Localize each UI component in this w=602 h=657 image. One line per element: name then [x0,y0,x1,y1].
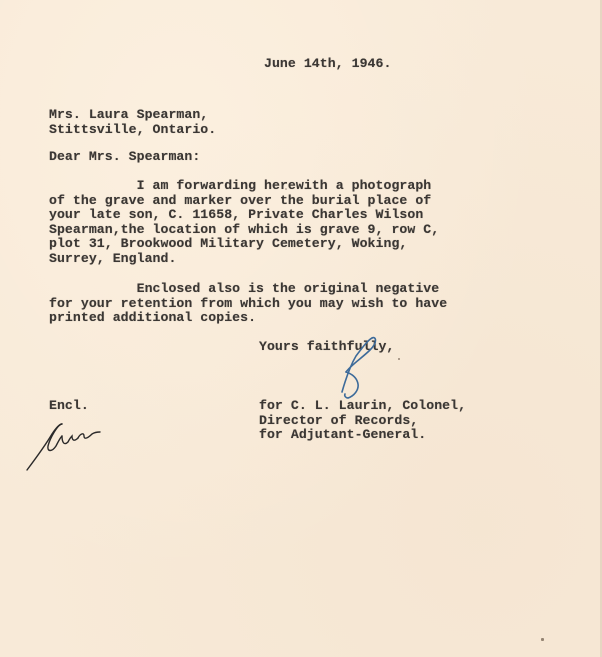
paragraph-line: Spearman,the location of which is grave 9, row C, [49,221,440,237]
signatory-title: Director of Records, [259,412,419,428]
paragraph-line: plot 31, Brookwood Military Cemetery, Woking, [49,236,408,252]
letter-date: June 14th, 1946. [264,56,392,71]
paragraph-line: Surrey, England. [49,250,177,266]
paragraph-line: your late son, C. 11658, Private Charles Wilson [49,207,424,223]
enclosure-note: Encl. [49,398,89,413]
signatory-line: for C. L. Laurin, Colonel, [259,398,467,413]
paragraph-line: I am forwarding herewith a photograph [49,178,432,193]
salutation: Dear Mrs. Spearman: [49,149,201,164]
paragraph-line: printed additional copies. [49,310,257,326]
pencil-initials [27,424,100,470]
paper-speck [285,188,287,190]
paragraph-line: for your retention from which you may wish to have [49,295,448,311]
recipient-location: Stittsville, Ontario. [49,121,217,137]
paper-speck [541,638,544,641]
recipient-name: Mrs. Laura Spearman, [49,107,209,122]
paper-speck [398,358,400,360]
paragraph-line: Enclosed also is the original negative [49,281,440,296]
closing: Yours faithfully, [259,339,395,354]
signatory-office: for Adjutant-General. [259,427,427,443]
paragraph-line: of the grave and marker over the burial place of [49,192,432,208]
ink-signature [342,338,376,398]
